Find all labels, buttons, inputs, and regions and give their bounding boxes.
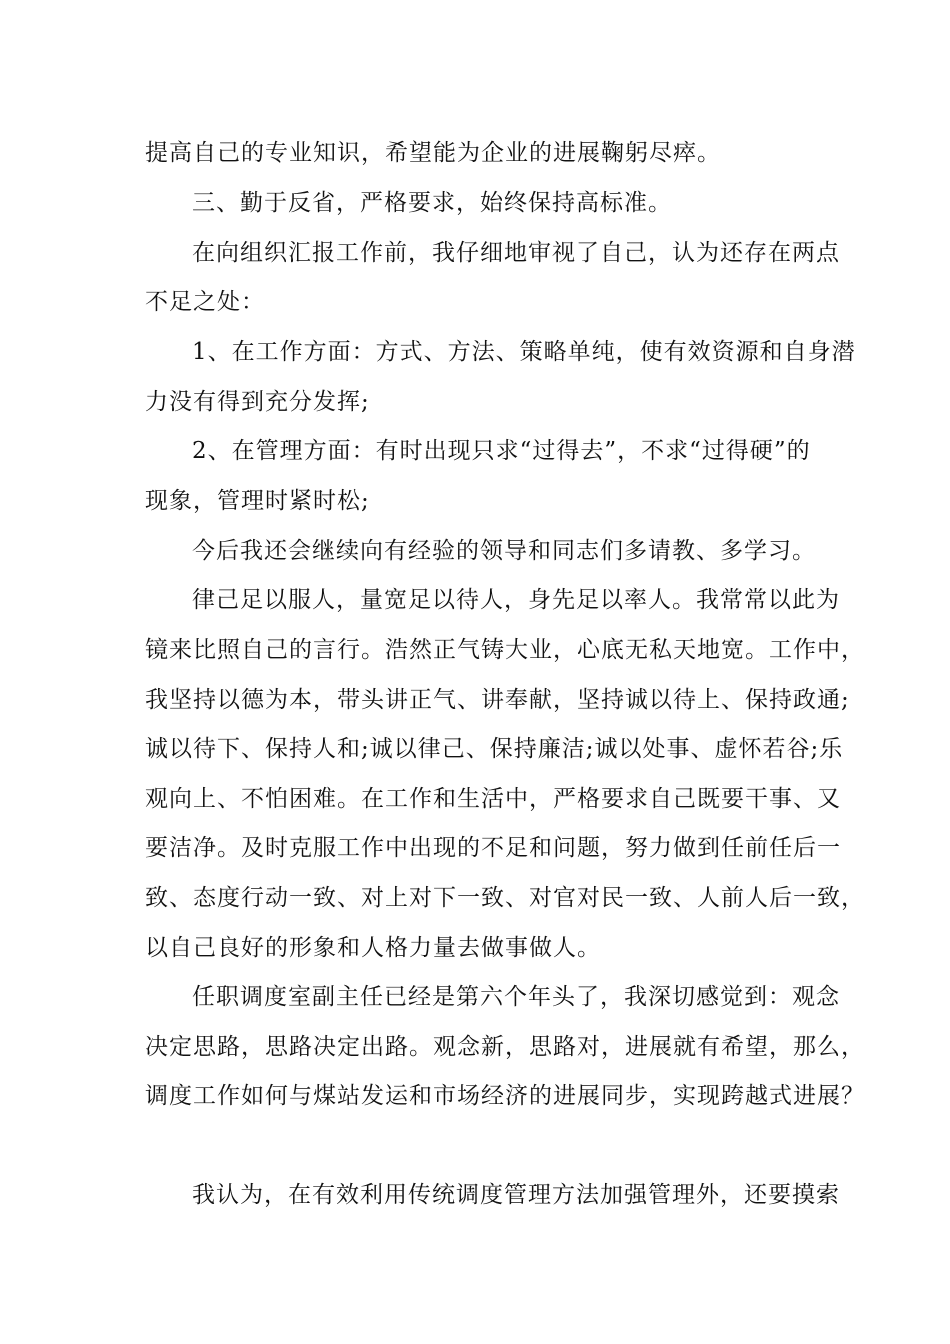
text-line: 在向组织汇报工作前，我仔细地审视了自己，认为还存在两点: [192, 240, 840, 266]
text-line: 我坚持以德为本，带头讲正气、讲奉献，坚持诚以待上、保持政通;: [145, 687, 850, 713]
text-line: 任职调度室副主任已经是第六个年头了，我深切感觉到：观念: [192, 984, 840, 1010]
text-line: 决定思路，思路决定出路。观念新，思路对，进展就有希望，那么，: [145, 1034, 865, 1060]
text-line: 今后我还会继续向有经验的领导和同志们多请教、多学习。: [192, 538, 816, 564]
section-heading: 三、勤于反省，严格要求，始终保持高标准。: [192, 190, 672, 216]
text-line: 以自己良好的形象和人格力量去做事做人。: [145, 935, 601, 961]
list-item-line: 现象，管理时紧时松;: [145, 488, 370, 514]
list-item-line: 2、在管理方面：有时出现只求“过得去”，不求“过得硬”的: [192, 438, 811, 464]
text-line: 我认为，在有效利用传统调度管理方法加强管理外，还要摸索: [192, 1182, 840, 1208]
text-line: 律己足以服人，量宽足以待人，身先足以率人。我常常以此为: [192, 587, 840, 613]
list-item-line: 力没有得到充分发挥;: [145, 389, 370, 415]
text-line: 致、态度行动一致、对上对下一致、对官对民一致、人前人后一致，: [145, 885, 865, 911]
text-line: 观向上、不怕困难。在工作和生活中，严格要求自己既要干事、又: [145, 786, 841, 812]
text-line: 诚以待下、保持人和;诚以律己、保持廉洁;诚以处事、虚怀若谷;乐: [145, 736, 844, 762]
text-line: 不足之处：: [145, 289, 265, 315]
text-line: 调度工作如何与煤站发运和市场经济的进展同步，实现跨越式进展？: [145, 1083, 865, 1109]
text-line: 提高自己的专业知识，希望能为企业的进展鞠躬尽瘁。: [145, 140, 721, 166]
text-line: 要洁净。及时克服工作中出现的不足和问题，努力做到任前任后一: [145, 835, 841, 861]
list-item-line: 1、在工作方面：方式、方法、策略单纯，使有效资源和自身潜: [192, 339, 856, 365]
text-line: 镜来比照自己的言行。浩然正气铸大业，心底无私天地宽。工作中，: [145, 637, 865, 663]
